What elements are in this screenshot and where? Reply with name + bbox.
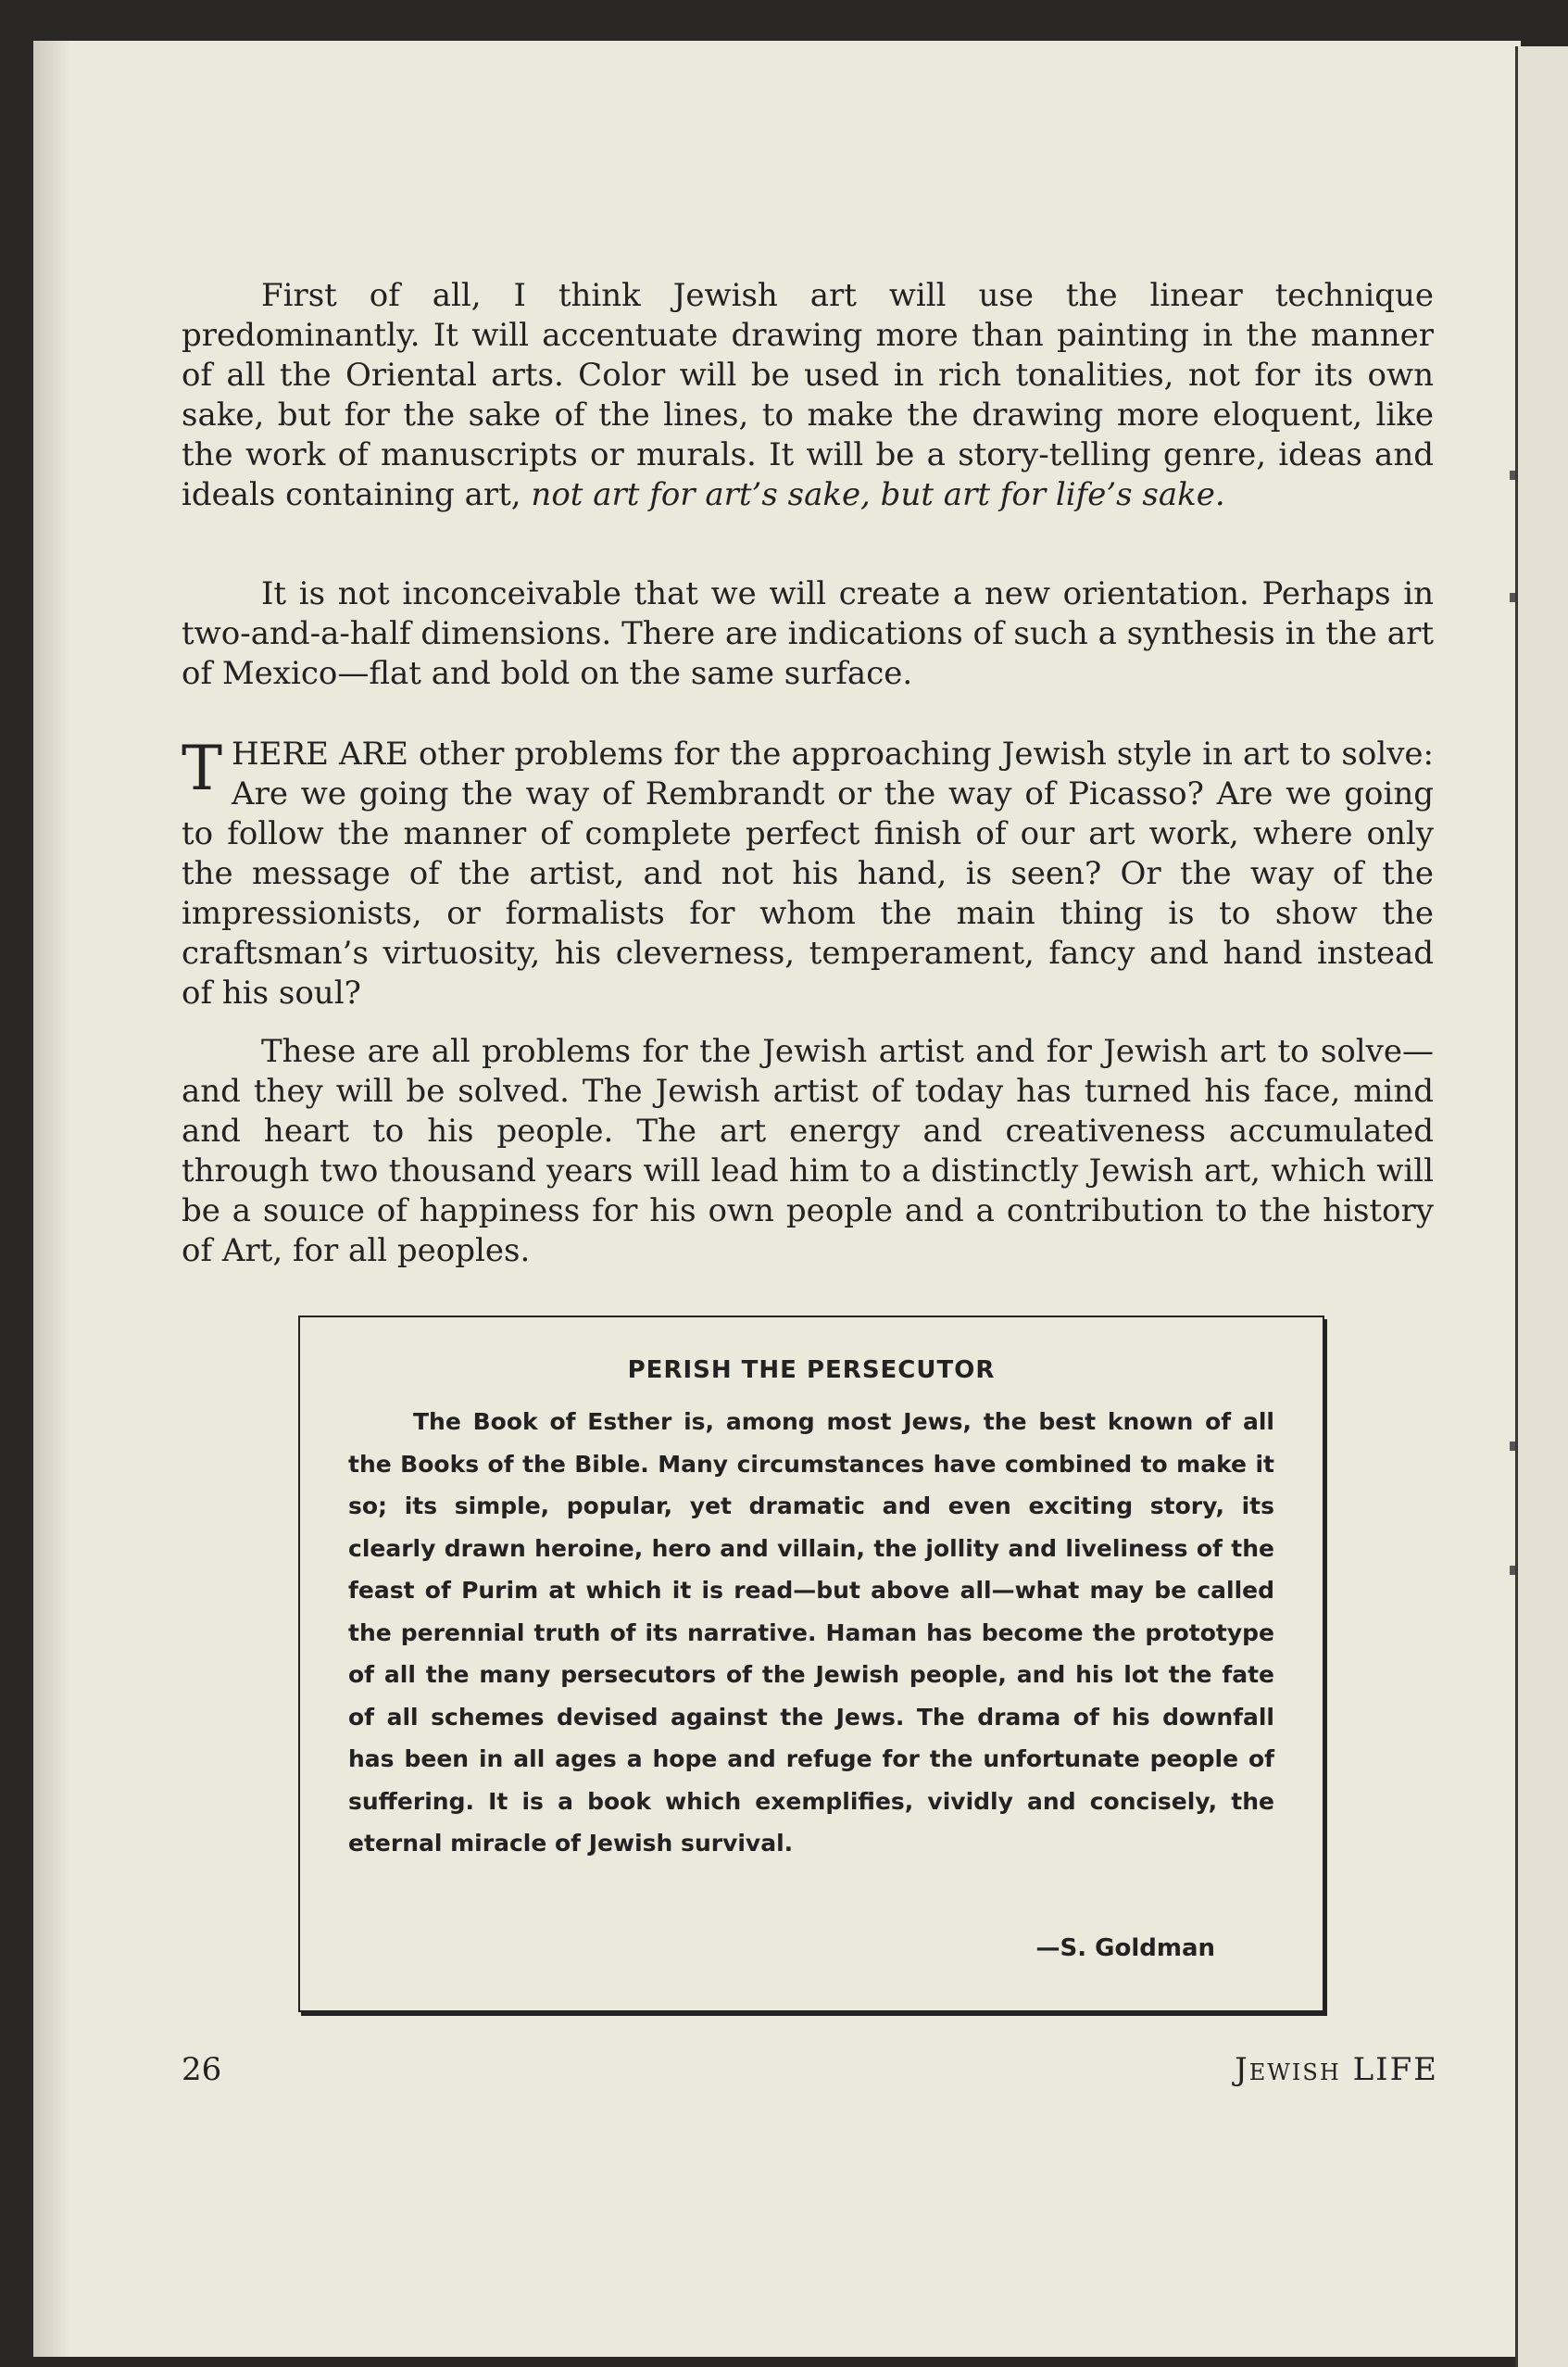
body-paragraph: It is not inconceivable that we will create a new orientation. Perhaps in two-and-a-half dimensions. There are indications of such a synthesis in the art of Mexico—flat and bold on the same surface.: [182, 575, 1434, 692]
binding-mark: [1510, 471, 1515, 480]
body-paragraph: First of all, I think Jewish art will use the linear technique predominantly. It will accentuate drawing more than painting in the manner of all the Oriental arts. Color will be used in rich tonalities, not for its own sake, but for the sake of the lines, to make the drawing more eloquent, like the work of manuscripts or murals. It will be a story-telling genre, ideas and ideals containing art, not art for art’s sake, but art for life’s sake.: [182, 277, 1434, 513]
sidebar-body: The Book of Esther is, among most Jews, the best known of all the Books of the Bible. Many circumstances have combined to make it so; its simple, popular, yet dramatic and even exciting story, its clearly drawn heroine, hero and villain, the jollity and liveliness of the feast of Purim at which it is read—but above all—what may be called the perennial truth of its narrative. Haman has become the prototype of all the many persecutors of the Jewish people, and his lot the fate of all schemes devised against the Jews. The drama of his downfall has been in all ages a hope and refuge for the unfortunate people of suffering. It is a book which exemplifies, vividly and concisely, the eternal miracle of Jewish survival.: [348, 1408, 1274, 1857]
italic-phrase: not art for art’s sake, but art for life’s sake.: [531, 476, 1225, 513]
next-page-edge: [1515, 46, 1568, 2367]
sidebar-title: PERISH THE PERSECUTOR: [627, 1356, 996, 1384]
binding-mark: [1510, 593, 1515, 602]
body-paragraph-dropcap: THERE ARE other problems for the approaching Jewish style in art to solve: Are we going the way of Rembrandt or the way of Picasso? Are we going to follow the manner of complete perfect finish of our art work, where only the message of the artist, and not his hand, is seen? Or the way of the impressionists, or formalists for whom the main thing is to show the craftsman’s virtuosity, his cleverness, temperament, fancy and hand instead of his soul?: [182, 733, 1434, 1012]
publication-title: Jewish LIFE: [1235, 2051, 1438, 2088]
body-paragraph: These are all problems for the Jewish artist and for Jewish art to solve—and they will be solved. The Jewish artist of today has turned his face, mind and heart to his people. The art energy and creativeness accumulated through two thousand years will lead him to a distinctly Jewish art, which will be a souıce of happiness for his own people and a contribution to the history of Art, for all peoples.: [182, 1033, 1434, 1269]
drop-cap: T: [182, 733, 223, 804]
gutter-shadow: [33, 41, 70, 2357]
binding-mark: [1510, 1566, 1515, 1575]
binding-mark: [1510, 1442, 1515, 1451]
page-number: 26: [182, 2051, 222, 2088]
sidebar-signature: —S. Goldman: [1035, 1934, 1215, 1962]
sidebar-box: [298, 1316, 1324, 2012]
